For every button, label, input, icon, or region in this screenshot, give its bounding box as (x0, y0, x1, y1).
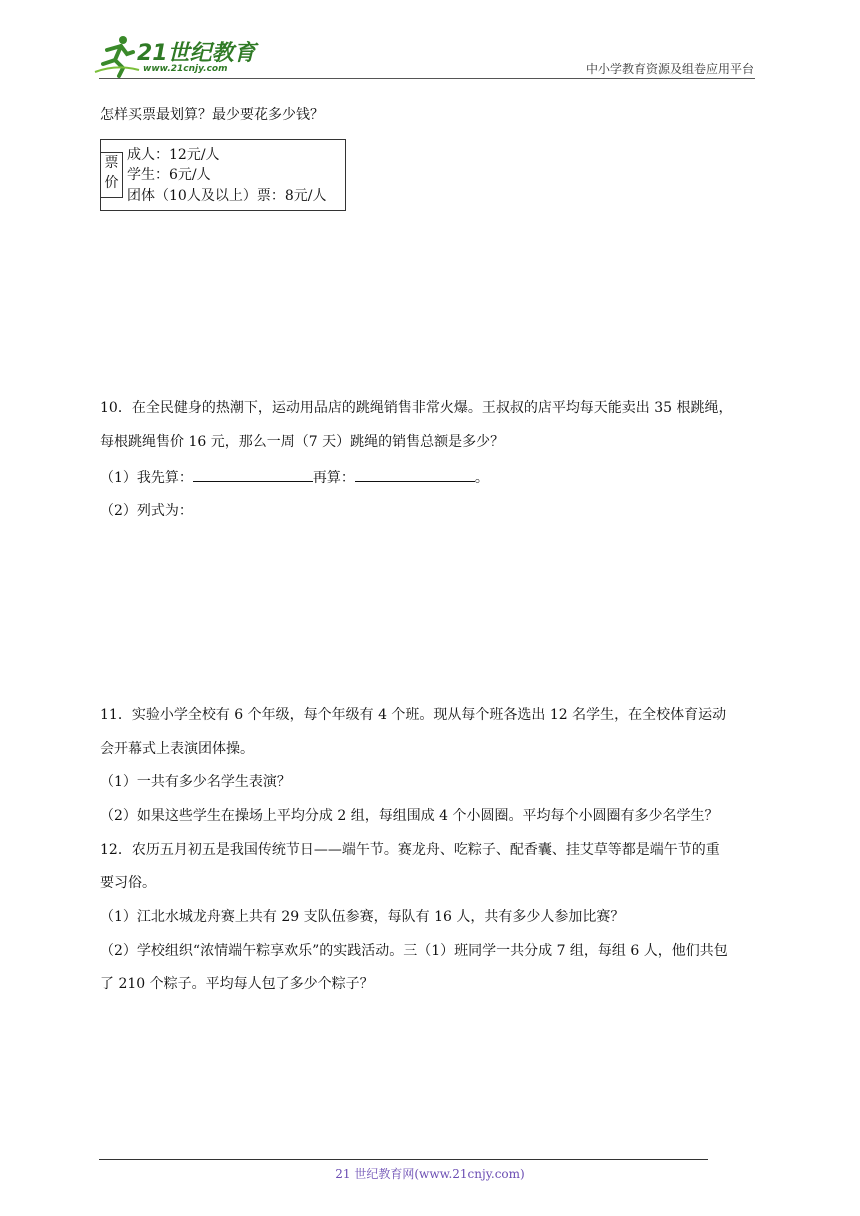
price-table (100, 139, 346, 211)
q9-question: 怎样买票最划算？最少要花多少钱？ (100, 107, 324, 123)
header-divider (99, 78, 755, 79)
logo-text: 21世纪教育 (137, 41, 256, 66)
runner-logo-icon (93, 34, 141, 78)
answer-blank-first[interactable] (193, 467, 313, 482)
site-logo (93, 34, 263, 78)
price-student: 学生：6元/人 (127, 167, 211, 183)
page-header (0, 0, 860, 80)
platform-name: 中小学教育资源及组卷应用平台 (585, 62, 754, 76)
logo-url-text: www.21cnjy.com (143, 64, 228, 74)
footer-link[interactable]: 21 世纪教育网(www.21cnjy.com) (335, 1167, 525, 1181)
q10-sub1: （1）我先算： 再算： 。 (100, 467, 489, 488)
q12-sub2-line2: 了 210 个粽子。平均每人包了多少个粽子？ (100, 976, 374, 992)
q11-line2: 会开幕式上表演团体操。 (100, 741, 254, 757)
q12-sub2-line1: （2）学校组织“浓情端午粽享欢乐”的实践活动。三（1）班同学一共分成 7 组，每组 6 人，他们共包 (100, 943, 728, 959)
q10-line1: 10．在全民健身的热潮下，运动用品店的跳绳销售非常火爆。王叔叔的店平均每天能卖出 35 根跳绳， (100, 400, 733, 416)
price-adult: 成人：12元/人 (127, 147, 220, 163)
q12-line2: 要习俗。 (100, 875, 156, 891)
q12-sub1: （1）江北水城龙舟赛上共有 29 支队伍参赛，每队有 16 人，共有多少人参加比赛？ (100, 909, 625, 925)
q10-line2: 每根跳绳售价 16 元，那么一周（7 天）跳绳的销售总额是多少？ (100, 434, 505, 450)
q11-line1: 11．实验小学全校有 6 个年级，每个年级有 4 个班。现从每个班各选出 12 名学生，在全校体育运动 (100, 707, 727, 723)
answer-blank-second[interactable] (355, 467, 475, 482)
footer-divider (99, 1159, 708, 1160)
price-group: 团体（10人及以上）票：8元/人 (127, 188, 327, 204)
q11-sub1: （1）一共有多少名学生表演？ (100, 774, 291, 790)
q11-sub2: （2）如果这些学生在操场上平均分成 2 组，每组围成 4 个小圆圈。平均每个小圆圈有多少名学生？ (100, 808, 719, 824)
q10-sub2: （2）列式为： (100, 503, 193, 519)
q12-line1: 12．农历五月初五是我国传统节日——端午节。赛龙舟、吃粽子、配香囊、挂艾草等都是端午节的重 (100, 842, 720, 858)
price-tag-label: 票 价 (101, 152, 123, 198)
